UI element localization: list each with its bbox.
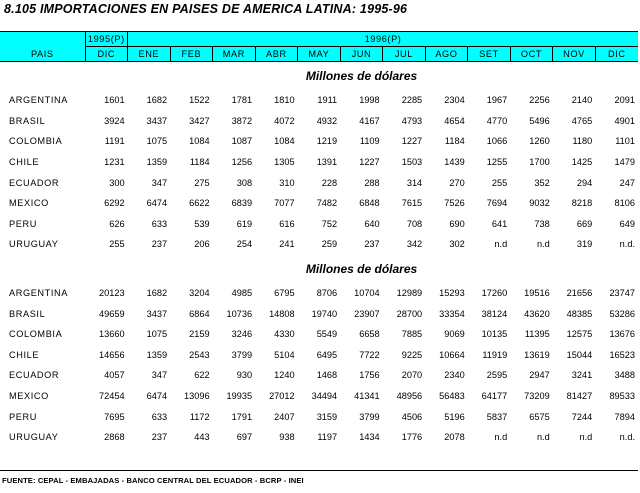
value-cell: 7526 [444,198,465,209]
value-cell: 2868 [104,432,125,443]
value-cell: 7244 [571,411,593,422]
value-cell: 23747 [609,288,635,299]
value-cell: 270 [449,177,465,188]
country-name: URUGUAY [9,432,59,443]
value-cell: 17260 [481,288,508,299]
value-cell: 1184 [189,157,210,168]
table-row [0,152,638,173]
header-month: NOV [553,47,596,62]
value-cell: 2947 [529,370,550,381]
value-cell: 15044 [566,349,593,360]
value-cell: n.d [536,432,550,443]
value-cell: 5549 [316,329,338,340]
value-cell: 11395 [524,329,550,340]
value-cell: 738 [534,218,550,229]
value-cell: 254 [236,239,253,250]
value-cell: 6474 [146,391,168,402]
value-cell: 10135 [481,329,508,340]
value-cell: 619 [236,218,253,229]
value-cell: 1434 [359,432,380,443]
header-month: OCT [510,47,553,62]
value-cell: 1227 [401,136,423,147]
value-cell: 9225 [401,349,423,360]
value-cell: 640 [364,218,380,229]
header-row-months [0,47,638,62]
value-cell: 4793 [401,115,423,126]
value-cell: 6474 [146,198,168,209]
value-cell: 7694 [486,198,508,209]
value-cell: 20123 [99,288,125,299]
value-cell: 1184 [444,136,465,147]
value-cell: 4506 [401,411,423,422]
table-row [0,386,638,407]
table-row [0,214,638,235]
value-cell: 1172 [189,411,210,422]
value-cell: 275 [194,177,210,188]
value-cell: 19935 [226,391,253,402]
value-cell: 352 [534,177,550,188]
value-cell: 6848 [359,198,380,209]
value-cell: 3799 [359,411,380,422]
page-title: 8.105 IMPORTACIONES EN PAISES DE AMERICA LATINA: 1995-96 [4,2,408,16]
value-cell: 300 [109,177,125,188]
value-cell: 1227 [359,157,380,168]
value-cell: 10664 [439,349,465,360]
value-cell: 7894 [614,411,635,422]
table-row [0,345,638,366]
value-cell: 11919 [482,349,508,360]
value-cell: 259 [321,239,338,250]
header-month: FEB [170,47,213,62]
value-cell: 1180 [572,136,593,147]
value-cell: 13619 [524,349,550,360]
value-cell: 7615 [401,198,423,209]
value-cell: 72454 [99,391,125,402]
value-cell: 56483 [439,391,465,402]
unit-label: Millones de dólares [305,261,418,276]
value-cell: 28700 [396,308,423,319]
value-cell: 690 [449,218,465,229]
header-month: ABR [255,47,298,62]
header-corner [0,32,85,47]
value-cell: 1359 [146,157,168,168]
value-cell: 1305 [274,157,295,168]
table-row [0,427,638,448]
value-cell: 669 [576,218,593,229]
value-cell: 73209 [524,391,550,402]
source-footer: FUENTE: CEPAL - EMBAJADAS - BANCO CENTRAL DEL ECUADOR - BCRP - INEI [2,476,304,485]
value-cell: 7077 [274,198,295,209]
value-cell: 5496 [529,115,550,126]
value-cell: 41341 [354,391,380,402]
value-cell: n.d [494,239,508,250]
value-cell: n.d. [619,239,635,250]
value-cell: 4072 [274,115,295,126]
value-cell: 1087 [231,136,253,147]
value-cell: 49659 [99,308,125,319]
value-cell: 1391 [316,157,338,168]
value-cell: 649 [619,218,635,229]
value-cell: 255 [109,239,125,250]
value-cell: 16523 [609,349,635,360]
value-cell: 237 [151,432,168,443]
value-cell: 1776 [401,432,423,443]
value-cell: 1998 [359,95,380,106]
header-month: DIC [595,47,638,62]
table-row [0,111,638,132]
value-cell: 1682 [146,95,168,106]
value-cell: 633 [151,218,168,229]
value-cell: 4765 [571,115,593,126]
value-cell: 19516 [524,288,550,299]
value-cell: 2285 [401,95,423,106]
value-cell: 1791 [231,411,253,422]
value-cell: 6795 [274,288,295,299]
value-cell: 255 [491,177,508,188]
header-month: DIC [85,47,128,62]
value-cell: 6292 [104,198,125,209]
value-cell: 641 [491,218,508,229]
value-cell: 342 [406,239,423,250]
value-cell: 1682 [146,288,168,299]
value-cell: 7722 [359,349,380,360]
value-cell: 43620 [524,308,550,319]
value-cell: 15293 [439,288,465,299]
value-cell: 308 [236,177,253,188]
value-cell: 2256 [529,95,550,106]
value-cell: 5837 [486,411,508,422]
value-cell: 1522 [189,95,210,106]
value-cell: 2140 [571,95,593,106]
value-cell: 14808 [269,308,295,319]
value-cell: 48956 [396,391,423,402]
value-cell: 4901 [614,115,635,126]
value-cell: 1700 [529,157,550,168]
value-cell: 1468 [316,370,338,381]
value-cell: 1197 [317,432,338,443]
value-cell: 10704 [354,288,380,299]
country-name: BRASIL [9,115,46,126]
footer-divider [0,470,638,471]
value-cell: 2078 [444,432,465,443]
value-cell: 12989 [396,288,423,299]
value-cell: 89533 [609,391,635,402]
value-cell: 21656 [566,288,593,299]
value-cell: 1109 [359,136,380,147]
unit-row [0,62,638,91]
value-cell: 1601 [104,95,125,106]
value-cell: 2304 [444,95,465,106]
value-cell: 48385 [566,308,593,319]
value-cell: 288 [364,177,380,188]
value-cell: 8706 [316,288,338,299]
value-cell: 697 [236,432,253,443]
table-row [0,406,638,427]
country-name: BRASIL [9,308,46,319]
value-cell: 1075 [146,329,168,340]
value-cell: 7695 [104,411,125,422]
value-cell: 206 [194,239,210,250]
country-name: PERU [9,218,37,229]
value-cell: 3427 [189,115,210,126]
header-row-years [0,32,638,47]
value-cell: 314 [406,177,423,188]
header-month: ENE [128,47,171,62]
table-row [0,193,638,214]
value-cell: 64177 [481,391,508,402]
value-cell: 3437 [146,308,168,319]
country-name: ECUADOR [9,177,60,188]
value-cell: 1240 [274,370,295,381]
value-cell: 1479 [614,157,635,168]
value-cell: 6658 [359,329,380,340]
value-cell: 6839 [231,198,253,209]
value-cell: 347 [151,370,168,381]
country-name: ARGENTINA [9,288,68,299]
value-cell: 1191 [104,136,125,147]
value-cell: 347 [151,177,168,188]
value-cell: 14656 [99,349,125,360]
value-cell: 81427 [566,391,593,402]
value-cell: 237 [364,239,380,250]
value-cell: 3437 [146,115,168,126]
country-name: URUGUAY [9,239,59,250]
value-cell: 3799 [231,349,253,360]
value-cell: 3241 [571,370,593,381]
value-cell: 3204 [189,288,210,299]
value-cell: 5196 [444,411,465,422]
value-cell: 7885 [401,329,423,340]
table-row [0,172,638,193]
table-row [0,90,638,111]
value-cell: 1756 [359,370,380,381]
value-cell: 1066 [486,136,508,147]
value-cell: 241 [279,239,295,250]
value-cell: 8218 [571,198,593,209]
country-name: COLOMBIA [9,329,63,340]
value-cell: 23907 [354,308,380,319]
value-cell: 13660 [99,329,125,340]
value-cell: 633 [151,411,168,422]
value-cell: 1359 [146,349,168,360]
value-cell: 4057 [104,370,125,381]
value-cell: 1231 [104,157,125,168]
value-cell: 1260 [529,136,550,147]
value-cell: 1503 [401,157,423,168]
value-cell: 4167 [359,115,380,126]
value-cell: 228 [321,177,338,188]
value-cell: 1439 [444,157,465,168]
value-cell: 319 [576,239,593,250]
header-month: JUL [383,47,426,62]
value-cell: 13096 [184,391,210,402]
value-cell: 1911 [317,95,338,106]
value-cell: 1967 [486,95,508,106]
value-cell: 3488 [614,370,635,381]
value-cell: 302 [449,239,465,250]
value-cell: 3924 [104,115,125,126]
value-cell: 1084 [274,136,295,147]
value-cell: 27012 [269,391,295,402]
value-cell: 9032 [529,198,550,209]
value-cell: 1781 [231,95,253,106]
value-cell: 8106 [614,198,635,209]
value-cell: 4330 [274,329,295,340]
table-row [0,324,638,345]
value-cell: 930 [236,370,253,381]
value-cell: 34494 [311,391,338,402]
header-year-1995: 1995(P) [85,32,128,47]
value-cell: 19740 [311,308,338,319]
value-cell: 1255 [486,157,508,168]
value-cell: 6622 [189,198,210,209]
value-cell: n.d [494,432,508,443]
country-name: CHILE [9,157,40,168]
table-row [0,131,638,152]
value-cell: 4985 [231,288,253,299]
table-row [0,234,638,255]
country-name: MEXICO [9,198,49,209]
header-month: SET [468,47,511,62]
value-cell: 622 [194,370,210,381]
value-cell: 3246 [231,329,253,340]
value-cell: n.d. [619,432,635,443]
country-name: MEXICO [9,391,49,402]
value-cell: 3159 [316,411,338,422]
value-cell: 294 [576,177,593,188]
value-cell: 616 [279,218,295,229]
table-row [0,365,638,386]
country-name: COLOMBIA [9,136,63,147]
header-month: AGO [425,47,468,62]
value-cell: 7482 [316,198,338,209]
value-cell: 247 [619,177,635,188]
value-cell: 443 [194,432,210,443]
country-name: PERU [9,411,37,422]
value-cell: 310 [279,177,295,188]
value-cell: 4770 [486,115,508,126]
value-cell: 2407 [274,411,295,422]
table-row [0,303,638,324]
value-cell: 9069 [444,329,465,340]
value-cell: 12575 [566,329,593,340]
value-cell: 539 [194,218,210,229]
value-cell: 1101 [615,136,635,147]
country-name: CHILE [9,349,40,360]
header-month: JUN [340,47,383,62]
value-cell: 10736 [226,308,253,319]
value-cell: 1256 [231,157,253,168]
value-cell: 4654 [444,115,465,126]
unit-row [0,255,638,283]
value-cell: n.d [536,239,550,250]
header-year-1996: 1996(P) [128,32,638,47]
value-cell: 5104 [274,349,295,360]
value-cell: 2091 [614,95,635,106]
country-name: ECUADOR [9,370,60,381]
value-cell: 1084 [189,136,210,147]
value-cell: 3872 [231,115,253,126]
value-cell: 13676 [609,329,635,340]
value-cell: 38124 [481,308,508,319]
value-cell: 2340 [444,370,465,381]
country-name: ARGENTINA [9,95,68,106]
value-cell: 237 [151,239,168,250]
value-cell: 938 [279,432,295,443]
value-cell: 6864 [189,308,210,319]
value-cell: 6495 [316,349,338,360]
value-cell: n.d [579,432,593,443]
header-month: MAY [298,47,341,62]
value-cell: 752 [321,218,338,229]
value-cell: 33354 [439,308,465,319]
value-cell: 708 [406,218,423,229]
value-cell: 4932 [316,115,338,126]
value-cell: 6575 [529,411,550,422]
value-cell: 1219 [316,136,338,147]
value-cell: 1810 [274,95,295,106]
value-cell: 2070 [401,370,423,381]
value-cell: 626 [109,218,125,229]
value-cell: 2543 [189,349,210,360]
value-cell: 2595 [486,370,508,381]
value-cell: 1075 [146,136,168,147]
imports-table [0,31,638,448]
header-pais: PAIS [0,47,85,62]
value-cell: 1425 [571,157,593,168]
table-row [0,283,638,304]
value-cell: 2159 [189,329,210,340]
unit-label: Millones de dólares [305,69,418,83]
value-cell: 53286 [609,308,635,319]
header-month: MAR [213,47,256,62]
